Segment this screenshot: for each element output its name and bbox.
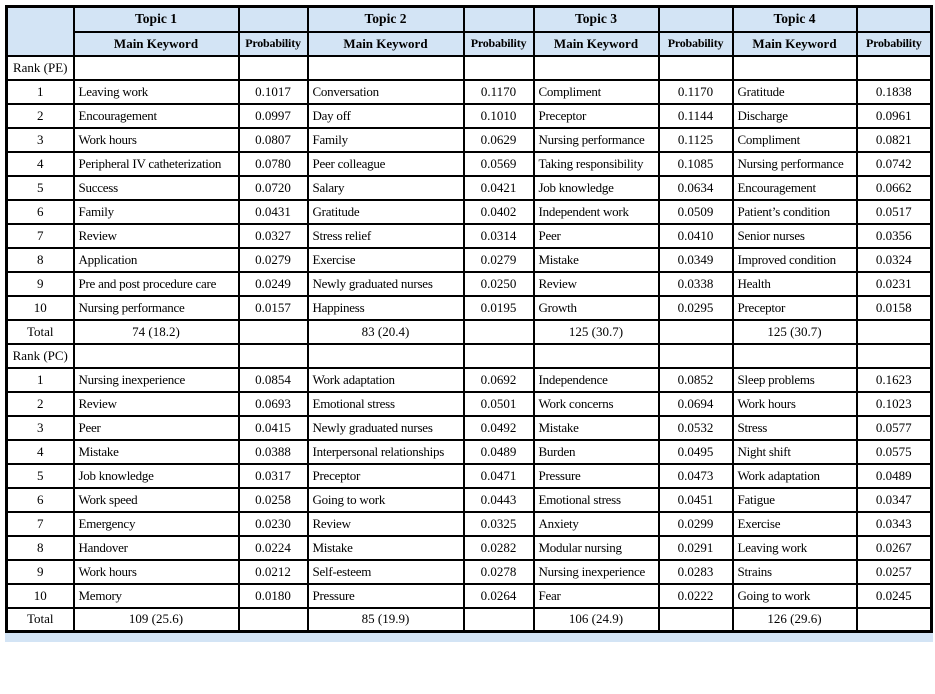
total-value-cell: 74 (18.2): [74, 320, 239, 344]
probability-cell: 0.0283: [659, 560, 733, 584]
section-label-cell: Rank (PE): [7, 56, 74, 80]
probability-cell: 0.0961: [857, 104, 932, 128]
empty-keyword-cell: [534, 344, 659, 368]
probability-cell: 0.0279: [239, 248, 308, 272]
table-row: [7, 176, 932, 200]
topic-2-spacer-cell: [464, 7, 534, 32]
rank-cell: 4: [7, 152, 74, 176]
topic-2-header: Topic 2: [308, 7, 464, 32]
total-value-cell: 83 (20.4): [308, 320, 464, 344]
probability-cell: 0.0742: [857, 152, 932, 176]
probability-cell: 0.0693: [239, 392, 308, 416]
probability-cell: 0.0431: [239, 200, 308, 224]
keyword-cell: Sleep problems: [733, 368, 857, 392]
main-keyword-header: Main Keyword: [308, 32, 464, 56]
probability-cell: 0.0224: [239, 536, 308, 560]
empty-keyword-cell: [308, 344, 464, 368]
probability-cell: 0.1144: [659, 104, 733, 128]
probability-cell: 0.0282: [464, 536, 534, 560]
probability-header: Probability: [464, 32, 534, 56]
keyword-cell: Stress relief: [308, 224, 464, 248]
probability-cell: 0.0997: [239, 104, 308, 128]
probability-cell: 0.0317: [239, 464, 308, 488]
keyword-cell: Peer: [74, 416, 239, 440]
keyword-cell: Exercise: [308, 248, 464, 272]
probability-cell: 0.0347: [857, 488, 932, 512]
keyword-cell: Improved condition: [733, 248, 857, 272]
probability-cell: 0.0402: [464, 200, 534, 224]
probability-cell: 0.0338: [659, 272, 733, 296]
probability-cell: 0.0495: [659, 440, 733, 464]
rank-cell: 9: [7, 272, 74, 296]
empty-probability-cell: [659, 344, 733, 368]
keyword-cell: Newly graduated nurses: [308, 416, 464, 440]
table-row: [7, 464, 932, 488]
keyword-cell: Leaving work: [74, 80, 239, 104]
table-row: [7, 272, 932, 296]
keyword-cell: Interpersonal relationships: [308, 440, 464, 464]
probability-cell: 0.0299: [659, 512, 733, 536]
rank-cell: 7: [7, 512, 74, 536]
empty-keyword-cell: [733, 344, 857, 368]
probability-cell: 0.0325: [464, 512, 534, 536]
keyword-cell: Gratitude: [733, 80, 857, 104]
probability-cell: 0.0532: [659, 416, 733, 440]
keyword-cell: Newly graduated nurses: [308, 272, 464, 296]
keyword-cell: Work hours: [733, 392, 857, 416]
keyword-cell: Emergency: [74, 512, 239, 536]
keyword-cell: Modular nursing: [534, 536, 659, 560]
probability-cell: 0.0471: [464, 464, 534, 488]
probability-cell: 0.0415: [239, 416, 308, 440]
empty-probability-cell: [857, 320, 932, 344]
main-keyword-header: Main Keyword: [74, 32, 239, 56]
probability-cell: 0.0258: [239, 488, 308, 512]
probability-cell: 0.0473: [659, 464, 733, 488]
empty-probability-cell: [239, 344, 308, 368]
keyword-cell: Review: [308, 512, 464, 536]
probability-cell: 0.0694: [659, 392, 733, 416]
keyword-cell: Peer colleague: [308, 152, 464, 176]
rank-cell: 2: [7, 392, 74, 416]
keyword-cell: Strains: [733, 560, 857, 584]
keyword-cell: Nursing inexperience: [534, 560, 659, 584]
rank-cell: 6: [7, 488, 74, 512]
probability-cell: 0.0492: [464, 416, 534, 440]
topic-3-header: Topic 3: [534, 7, 659, 32]
keyword-cell: Work adaptation: [733, 464, 857, 488]
keyword-cell: Burden: [534, 440, 659, 464]
empty-probability-cell: [857, 344, 932, 368]
keyword-cell: Going to work: [733, 584, 857, 608]
section-label-row: [7, 56, 932, 80]
keyword-cell: Pressure: [534, 464, 659, 488]
topic-1-header: Topic 1: [74, 7, 239, 32]
keyword-cell: Senior nurses: [733, 224, 857, 248]
probability-cell: 0.0443: [464, 488, 534, 512]
keyword-cell: Pre and post procedure care: [74, 272, 239, 296]
rank-cell: 3: [7, 128, 74, 152]
probability-cell: 0.0222: [659, 584, 733, 608]
keyword-cell: Day off: [308, 104, 464, 128]
probability-cell: 0.0278: [464, 560, 534, 584]
probability-cell: 0.0821: [857, 128, 932, 152]
empty-probability-cell: [464, 344, 534, 368]
table-row: [7, 584, 932, 608]
probability-cell: 0.0720: [239, 176, 308, 200]
empty-probability-cell: [464, 320, 534, 344]
probability-cell: 0.1838: [857, 80, 932, 104]
empty-probability-cell: [659, 320, 733, 344]
clipped-next-row-strip: [5, 633, 933, 642]
probability-cell: 0.0158: [857, 296, 932, 320]
keyword-cell: Compliment: [534, 80, 659, 104]
probability-cell: 0.0509: [659, 200, 733, 224]
table-row: [7, 368, 932, 392]
keyword-cell: Health: [733, 272, 857, 296]
probability-cell: 0.0501: [464, 392, 534, 416]
probability-cell: 0.0388: [239, 440, 308, 464]
probability-cell: 0.0662: [857, 176, 932, 200]
probability-cell: 0.0195: [464, 296, 534, 320]
rank-cell: 8: [7, 536, 74, 560]
empty-keyword-cell: [534, 56, 659, 80]
keyword-cell: Peer: [534, 224, 659, 248]
keyword-cell: Peripheral IV catheterization: [74, 152, 239, 176]
keyword-cell: Preceptor: [308, 464, 464, 488]
table-row: [7, 560, 932, 584]
empty-probability-cell: [857, 56, 932, 80]
keyword-cell: Success: [74, 176, 239, 200]
table-row: [7, 416, 932, 440]
keyword-cell: Review: [74, 392, 239, 416]
keyword-cell: Mistake: [74, 440, 239, 464]
keyword-cell: Work adaptation: [308, 368, 464, 392]
probability-cell: 0.1023: [857, 392, 932, 416]
probability-cell: 0.0569: [464, 152, 534, 176]
probability-cell: 0.0692: [464, 368, 534, 392]
keyword-cell: Preceptor: [733, 296, 857, 320]
keyword-cell: Handover: [74, 536, 239, 560]
keyword-cell: Nursing performance: [733, 152, 857, 176]
keyword-cell: Going to work: [308, 488, 464, 512]
probability-cell: 0.0489: [464, 440, 534, 464]
probability-cell: 0.0279: [464, 248, 534, 272]
keyword-cell: Independence: [534, 368, 659, 392]
probability-cell: 0.1623: [857, 368, 932, 392]
empty-probability-cell: [659, 608, 733, 632]
probability-cell: 0.0324: [857, 248, 932, 272]
rank-cell: 9: [7, 560, 74, 584]
probability-cell: 0.0517: [857, 200, 932, 224]
keyword-cell: Stress: [733, 416, 857, 440]
probability-cell: 0.0291: [659, 536, 733, 560]
table-row: [7, 104, 932, 128]
keyword-cell: Pressure: [308, 584, 464, 608]
probability-cell: 0.1125: [659, 128, 733, 152]
keyword-cell: Anxiety: [534, 512, 659, 536]
probability-cell: 0.0157: [239, 296, 308, 320]
main-keyword-header: Main Keyword: [733, 32, 857, 56]
section-label-row: [7, 344, 932, 368]
keyword-cell: Night shift: [733, 440, 857, 464]
table-row: [7, 512, 932, 536]
probability-cell: 0.0854: [239, 368, 308, 392]
empty-keyword-cell: [74, 344, 239, 368]
probability-cell: 0.0634: [659, 176, 733, 200]
probability-header: Probability: [239, 32, 308, 56]
keyword-cell: Taking responsibility: [534, 152, 659, 176]
column-header-row: [7, 32, 932, 56]
probability-cell: 0.0212: [239, 560, 308, 584]
table-row: [7, 392, 932, 416]
keyword-cell: Mistake: [308, 536, 464, 560]
topic-4-spacer-cell: [857, 7, 932, 32]
keyword-cell: Work hours: [74, 128, 239, 152]
keyword-cell: Review: [534, 272, 659, 296]
keyword-cell: Work speed: [74, 488, 239, 512]
probability-cell: 0.0314: [464, 224, 534, 248]
keyword-cell: Work hours: [74, 560, 239, 584]
keyword-cell: Independent work: [534, 200, 659, 224]
probability-cell: 0.0257: [857, 560, 932, 584]
keyword-cell: Happiness: [308, 296, 464, 320]
empty-probability-cell: [239, 608, 308, 632]
keyword-cell: Work concerns: [534, 392, 659, 416]
probability-cell: 0.1010: [464, 104, 534, 128]
probability-cell: 0.0489: [857, 464, 932, 488]
rank-cell: 7: [7, 224, 74, 248]
keyword-cell: Family: [308, 128, 464, 152]
keyword-cell: Emotional stress: [534, 488, 659, 512]
keyword-cell: Compliment: [733, 128, 857, 152]
keyword-cell: Salary: [308, 176, 464, 200]
corner-cell: [7, 7, 74, 56]
keyword-cell: Nursing performance: [534, 128, 659, 152]
probability-cell: 0.0267: [857, 536, 932, 560]
total-row: [7, 320, 932, 344]
keyword-cell: Growth: [534, 296, 659, 320]
probability-header: Probability: [857, 32, 932, 56]
empty-probability-cell: [857, 608, 932, 632]
probability-cell: 0.0349: [659, 248, 733, 272]
rank-cell: 1: [7, 80, 74, 104]
probability-cell: 0.0180: [239, 584, 308, 608]
keyword-cell: Encouragement: [733, 176, 857, 200]
rank-cell: 6: [7, 200, 74, 224]
total-value-cell: 85 (19.9): [308, 608, 464, 632]
rank-cell: 4: [7, 440, 74, 464]
probability-cell: 0.0451: [659, 488, 733, 512]
empty-probability-cell: [464, 608, 534, 632]
empty-probability-cell: [239, 56, 308, 80]
keyword-cell: Encouragement: [74, 104, 239, 128]
keyword-cell: Job knowledge: [534, 176, 659, 200]
probability-cell: 0.0343: [857, 512, 932, 536]
table-row: [7, 536, 932, 560]
topic-4-header: Topic 4: [733, 7, 857, 32]
total-row: [7, 608, 932, 632]
table-row: [7, 440, 932, 464]
keyword-cell: Family: [74, 200, 239, 224]
probability-cell: 0.0264: [464, 584, 534, 608]
probability-cell: 0.0231: [857, 272, 932, 296]
empty-probability-cell: [464, 56, 534, 80]
keyword-cell: Memory: [74, 584, 239, 608]
probability-cell: 0.0629: [464, 128, 534, 152]
probability-cell: 0.0356: [857, 224, 932, 248]
total-value-cell: 126 (29.6): [733, 608, 857, 632]
probability-cell: 0.0421: [464, 176, 534, 200]
rank-cell: 5: [7, 176, 74, 200]
probability-cell: 0.0577: [857, 416, 932, 440]
keyword-cell: Mistake: [534, 416, 659, 440]
table-row: [7, 224, 932, 248]
keyword-cell: Discharge: [733, 104, 857, 128]
probability-cell: 0.0807: [239, 128, 308, 152]
total-value-cell: 109 (25.6): [74, 608, 239, 632]
keyword-cell: Gratitude: [308, 200, 464, 224]
total-value-cell: 125 (30.7): [534, 320, 659, 344]
probability-cell: 0.1170: [659, 80, 733, 104]
probability-cell: 0.0780: [239, 152, 308, 176]
keyword-cell: Fatigue: [733, 488, 857, 512]
empty-keyword-cell: [733, 56, 857, 80]
main-keyword-header: Main Keyword: [534, 32, 659, 56]
keyword-cell: Nursing performance: [74, 296, 239, 320]
section-label-cell: Rank (PC): [7, 344, 74, 368]
table-row: [7, 248, 932, 272]
keyword-cell: Exercise: [733, 512, 857, 536]
rank-cell: 5: [7, 464, 74, 488]
rank-cell: 2: [7, 104, 74, 128]
probability-cell: 0.0230: [239, 512, 308, 536]
topic-keyword-table: [5, 5, 933, 633]
empty-probability-cell: [659, 56, 733, 80]
topic-1-spacer-cell: [239, 7, 308, 32]
table-row: [7, 152, 932, 176]
probability-cell: 0.0250: [464, 272, 534, 296]
topic-3-spacer-cell: [659, 7, 733, 32]
keyword-cell: Preceptor: [534, 104, 659, 128]
rank-cell: 10: [7, 296, 74, 320]
empty-keyword-cell: [308, 56, 464, 80]
empty-keyword-cell: [74, 56, 239, 80]
probability-cell: 0.0245: [857, 584, 932, 608]
topic-header-row: [7, 7, 932, 32]
keyword-cell: Conversation: [308, 80, 464, 104]
keyword-cell: Self-esteem: [308, 560, 464, 584]
keyword-cell: Job knowledge: [74, 464, 239, 488]
keyword-cell: Nursing inexperience: [74, 368, 239, 392]
total-value-cell: 106 (24.9): [534, 608, 659, 632]
probability-cell: 0.1017: [239, 80, 308, 104]
empty-probability-cell: [239, 320, 308, 344]
rank-cell: 1: [7, 368, 74, 392]
rank-cell: 8: [7, 248, 74, 272]
probability-header: Probability: [659, 32, 733, 56]
table-body: [7, 56, 932, 632]
table-row: [7, 296, 932, 320]
probability-cell: 0.0295: [659, 296, 733, 320]
probability-cell: 0.1085: [659, 152, 733, 176]
probability-cell: 0.0249: [239, 272, 308, 296]
total-label-cell: Total: [7, 608, 74, 632]
total-label-cell: Total: [7, 320, 74, 344]
table-row: [7, 488, 932, 512]
probability-cell: 0.0575: [857, 440, 932, 464]
rank-cell: 10: [7, 584, 74, 608]
keyword-cell: Fear: [534, 584, 659, 608]
probability-cell: 0.0852: [659, 368, 733, 392]
keyword-cell: Leaving work: [733, 536, 857, 560]
probability-cell: 0.0410: [659, 224, 733, 248]
keyword-cell: Mistake: [534, 248, 659, 272]
rank-cell: 3: [7, 416, 74, 440]
keyword-cell: Application: [74, 248, 239, 272]
probability-cell: 0.0327: [239, 224, 308, 248]
probability-cell: 0.1170: [464, 80, 534, 104]
keyword-cell: Patient’s condition: [733, 200, 857, 224]
keyword-cell: Emotional stress: [308, 392, 464, 416]
table-row: [7, 200, 932, 224]
total-value-cell: 125 (30.7): [733, 320, 857, 344]
keyword-cell: Review: [74, 224, 239, 248]
table-row: [7, 128, 932, 152]
table-row: [7, 80, 932, 104]
